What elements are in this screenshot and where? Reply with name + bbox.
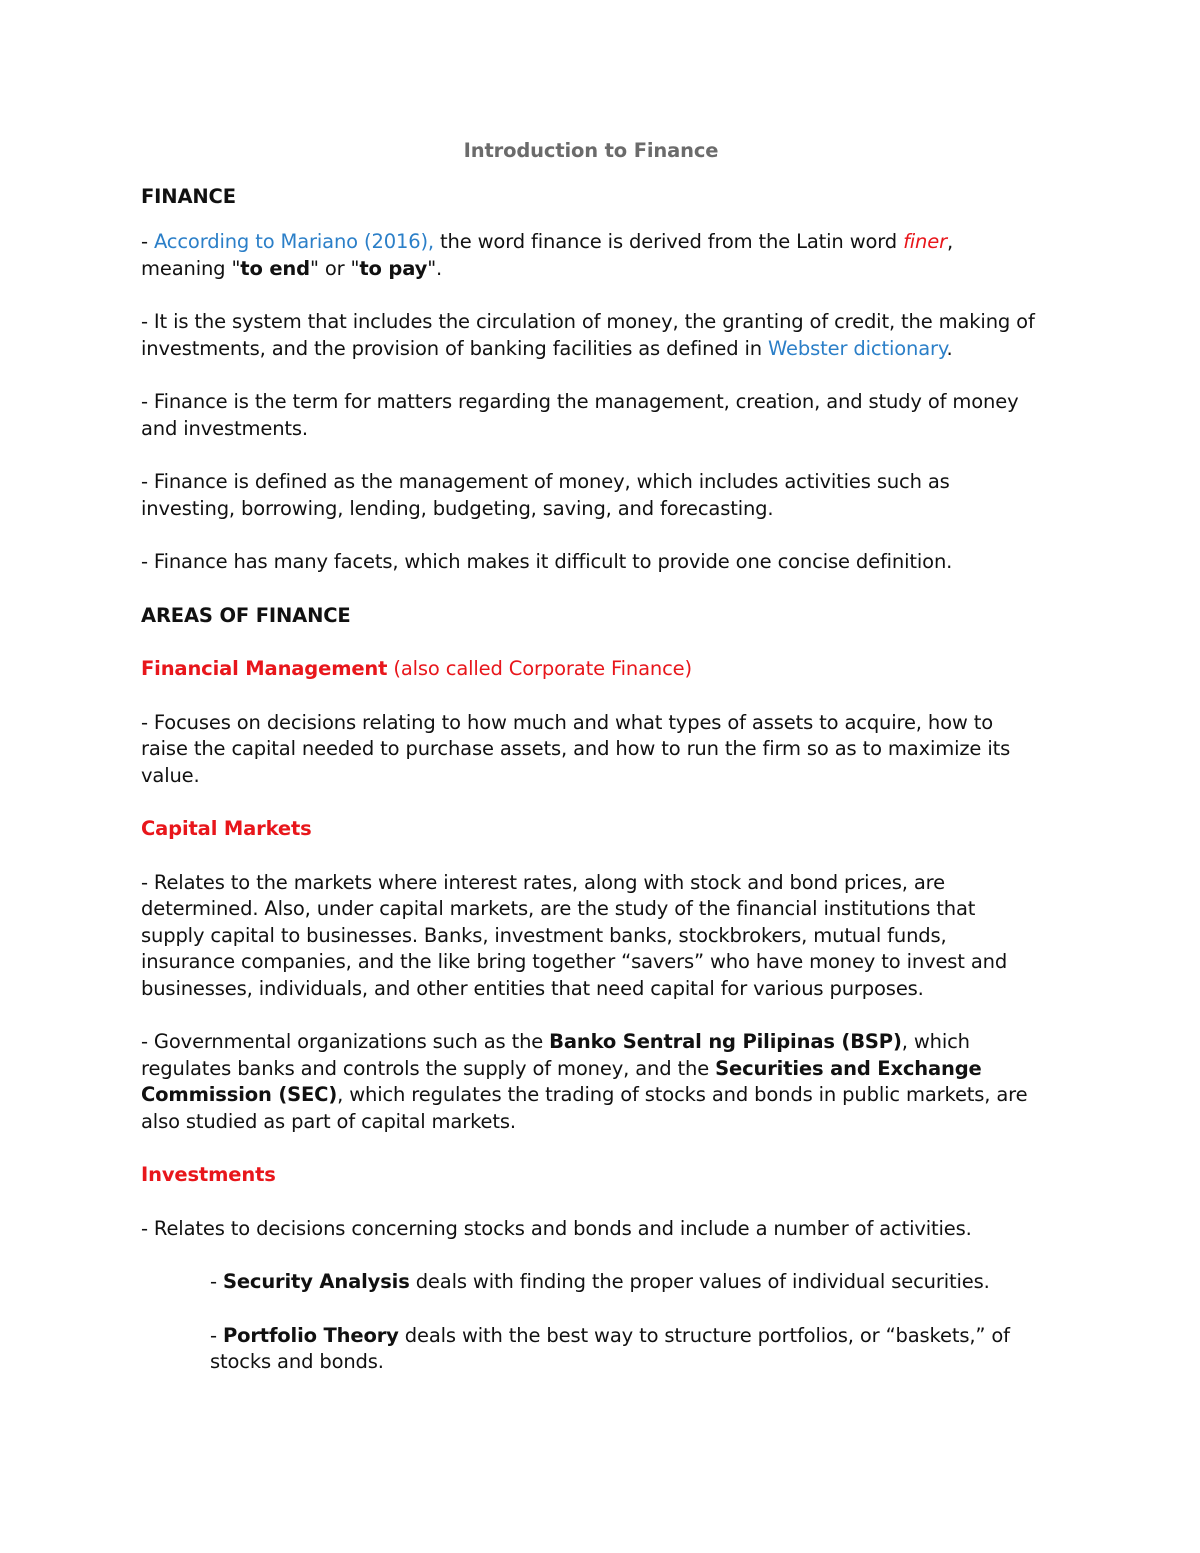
investments-heading: Investments [141,1163,276,1186]
financial-management-heading [141,656,1041,683]
finance-paragraph-term: - Finance is the term for matters regarding the management, creation, and study of money and investments. [141,390,1019,440]
meaning-to-pay: to pay [359,256,428,280]
finance-heading: FINANCE [141,184,236,208]
finance-paragraph-etymology: - According to Mariano (2016), the word finance is derived from the Latin word finer, meaning "to end" or "to pay". [141,230,954,280]
meaning-to-end: to end [240,256,310,280]
investments-paragraph: - Relates to decisions concerning stocks and bonds and include a number of activities. [141,1216,972,1240]
citation-mariano: According to Mariano (2016), [153,230,434,253]
webster-dictionary-reference: Webster dictionary [768,336,947,360]
portfolio-theory-term: Portfolio Theory [222,1323,399,1347]
document-title: Introduction to Finance [463,139,719,162]
areas-of-finance-heading: AREAS OF FINANCE [141,603,351,627]
finance-paragraph-facets: - Finance has many facets, which makes it difficult to provide one concise definition. [141,550,953,573]
capital-markets-heading: Capital Markets [141,817,312,840]
security-analysis-term: Security Analysis [222,1270,410,1293]
bsp-name: Banko Sentral ng Pilipinas (BSP) [549,1030,902,1053]
investments-item-security-analysis: - Security Analysis deals with finding the proper values of individual securities. [210,1270,990,1293]
capital-markets-paragraph-1: - Relates to the markets where interest rates, along with stock and bond prices, are determined. Also, under capital markets, are the study of the financial institutions that supply capital to businesses. Banks, investment banks, stockbrokers, mutual funds, insurance companies, and the like bring together “savers” who have money to invest and businesses, individuals, and other entities that need capital for various purposes. [141,870,1008,1000]
financial-management-subtitle: (also called Corporate Finance) [387,657,692,680]
capital-markets-paragraph-2: - Governmental organizations such as the Banko Sentral ng Pilipinas (BSP), which regulates banks and controls the supply of money, and the Securities and Exchange Commission (SEC), which regulates the trading of stocks and bonds in public markets, are also studied as part of capital markets. [141,1030,1028,1133]
finance-paragraph-management: - Finance is defined as the management of money, which includes activities such as investing, borrowing, lending, budgeting, saving, and forecasting. [141,470,950,520]
investments-item-portfolio-theory: - Portfolio Theory deals with the best way to structure portfolios, or “baskets,” of stocks and bonds. [210,1323,1010,1373]
financial-management-paragraph: - Focuses on decisions relating to how much and what types of assets to acquire, how to raise the capital needed to purchase assets, and how to run the firm so as to maximize its value. [141,710,1011,787]
dash: - [141,230,154,253]
latin-word: finer [903,230,947,253]
finance-paragraph-system: - It is the system that includes the circulation of money, the granting of credit, the making of investments, and the provision of banking facilities as defined in Webster dictionary. [141,310,1035,360]
document-page [141,138,1041,1403]
financial-management-title: Financial Management [141,657,388,680]
sec-name: Securities and Exchange Commission (SEC) [141,1056,982,1106]
